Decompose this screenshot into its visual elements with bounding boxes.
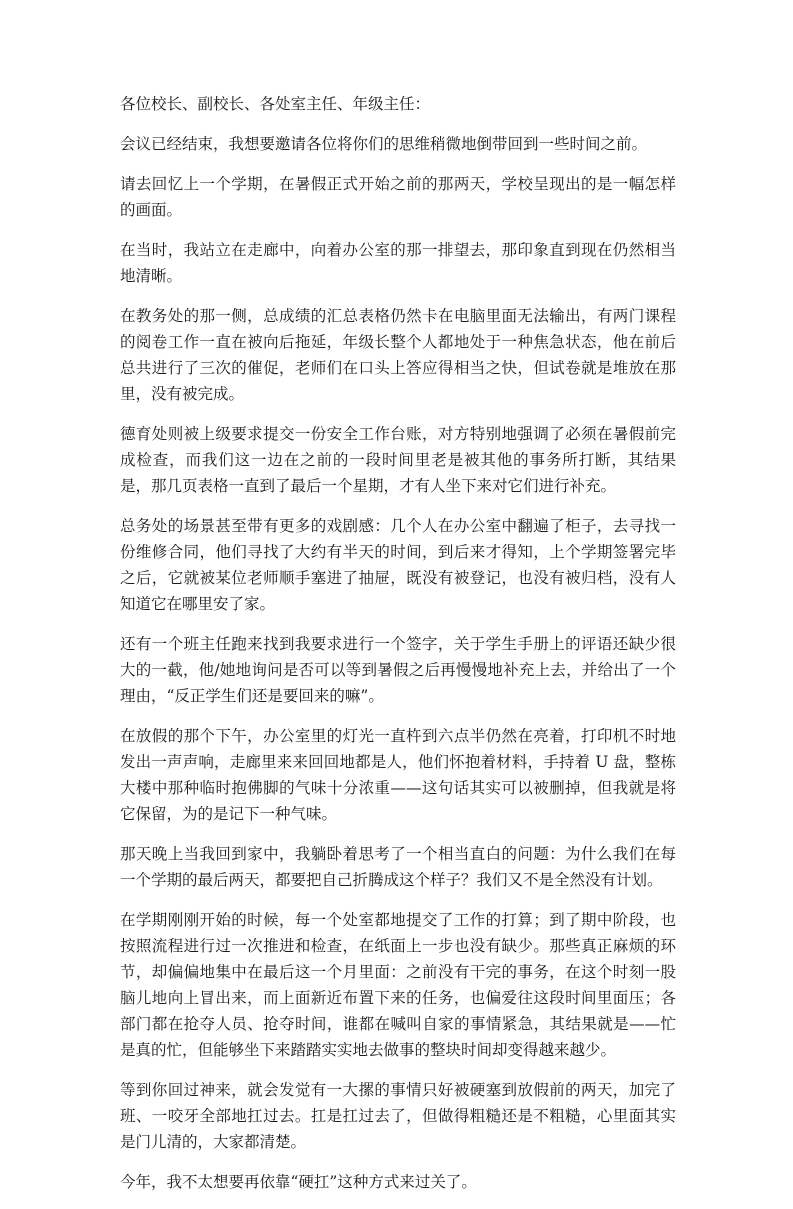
paragraph: 在学期刚刚开始的时候，每一个处室都地提交了工作的打算；到了期中阶段，也按照流程进行过一次推进和检查，在纸面上一步也没有缺少。那些真正麻烦的环节，却偏偏地集中在最后这一个月里面：之前没有干完的事务，在这个时刻一股脑儿地向上冒出来，而上面新近布置下来的任务，也偏爱往这段时间里面压；各部门都在抢夺人员、抢夺时间，谁都在喊叫自家的事情紧急，其结果就是——忙是真的忙，但能够坐下来踏踏实实地去做事的整块时间却变得越来越少。	[120, 911, 676, 1059]
paragraph: 还有一个班主任跑来找到我要求进行一个签字，关于学生手册上的评语还缺少很大的一截，他/她地询问是否可以等到暑假之后再慢慢地补充上去，并给出了一个理由，“反正学生们还是要回来的嘛”。	[120, 635, 676, 705]
paragraph: 请去回忆上一个学期，在暑假正式开始之前的那两天，学校呈现出的是一幅怎样的画面。	[120, 175, 676, 219]
paragraph: 会议已经结束，我想要邀请各位将你们的思维稍微地倒带回到一些时间之前。	[120, 135, 648, 153]
paragraph: 在教务处的那一侧，总成绩的汇总表格仍然卡在电脑里面无法输出，有两门课程的阅卷工作一直在被向后拖延，年级长整个人都地处于一种焦急状态，他在前后总共进行了三次的催促，老师们在口头上答应得相当之快，但试卷就是堆放在那里，没有被完成。	[120, 307, 676, 403]
paragraph: 总务处的场景甚至带有更多的戏剧感：几个人在办公室中翻遍了柜子，去寻找一份维修合同，他们寻找了大约有半天的时间，到后来才得知，上个学期签署完毕之后，它就被某位老师顺手塞进了抽屉，既没有被登记，也没有被归档，没有人知道它在哪里安了家。	[120, 517, 676, 613]
paragraph: 那天晚上当我回到家中，我躺卧着思考了一个相当直白的问题：为什么我们在每一个学期的最后两天，都要把自己折腾成这个样子？我们又不是全然没有计划。	[120, 845, 676, 889]
document-body	[120, 91, 676, 1209]
paragraph: 在放假的那个下午，办公室里的灯光一直杵到六点半仍然在亮着，打印机不时地发出一声声响，走廊里来来回回地都是人，他们怀抱着材料，手持着 U 盘，整栋大楼中那种临时抱佛脚的气味十分浓重——这句话其实可以被删掉，但我就是将它保留，为的是记下一种气味。	[120, 727, 676, 823]
salutation: 各位校长、副校长、各处室主任、年级主任：	[120, 95, 431, 113]
paragraph: 等到你回过神来，就会发觉有一大摞的事情只好被硬塞到放假前的两天，加完了班、一咬牙全部地扛过去。扛是扛过去了，但做得粗糙还是不粗糙，心里面其实是门儿清的，大家都清楚。	[120, 1081, 676, 1151]
paragraph: 在当时，我站立在走廊中，向着办公室的那一排望去，那印象直到现在仍然相当地清晰。	[120, 241, 676, 285]
paragraph: 德育处则被上级要求提交一份安全工作台账，对方特别地强调了必须在暑假前完成检查，而我们这一边在之前的一段时间里老是被其他的事务所打断，其结果是，那几页表格一直到了最后一个星期，才有人坐下来对它们进行补充。	[120, 425, 676, 495]
closing-paragraph: 今年，我不太想要再依靠“硬扛”这种方式来过关了。	[120, 1173, 477, 1191]
